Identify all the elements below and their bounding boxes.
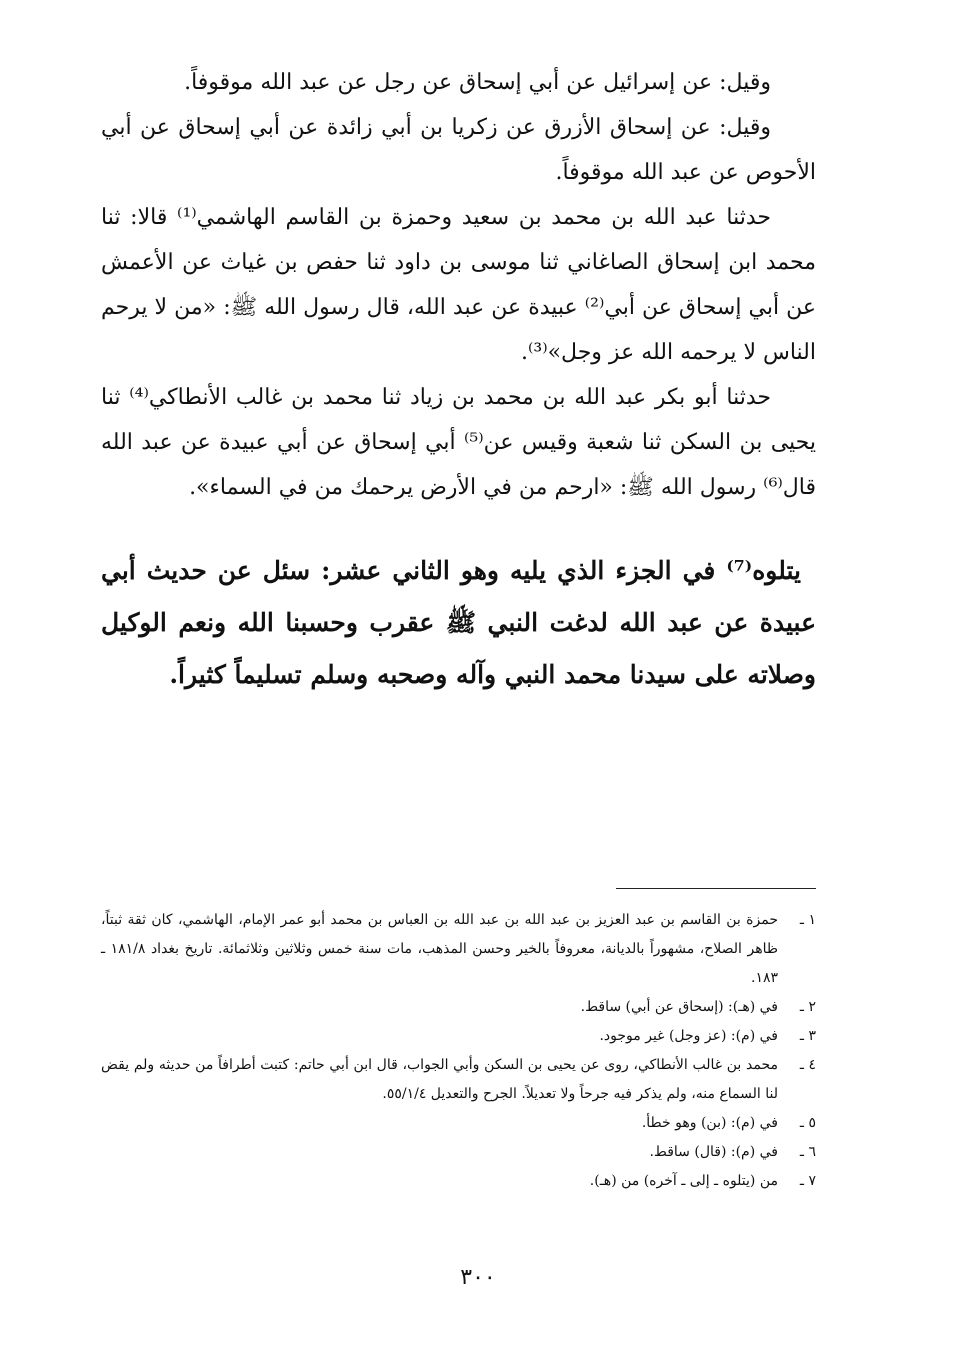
footnote-number: ٤ ـ [799,1057,816,1073]
footnote-number: ٧ ـ [799,1173,816,1189]
footnote-text: محمد بن غالب الأنطاكي، روى عن يحيى بن السكن وأبي الجواب، قال ابن أبي حاتم: كتبت أطرافاً من حديثه ولم يقض لنا السماع منه، ولم يذكر فيه جرحاً ولا تعديلاً. الجرح والتعديل ٥٥/١/٤. [101,1057,778,1102]
closing-paragraph: يتلوه⁽⁷⁾ في الجزء الذي يليه وهو الثاني عشر: سئل عن حديث أبي عبيدة عن عبد الله لدغت النبي ﷺ عقرب وحسبنا الله ونعم الوكيل وصلاته على سيدنا محمد النبي وآله وصحبه وسلم تسليماً كثيراً. [101,556,816,689]
paragraph-3: حدثنا عبد الله بن محمد بن سعيد وحمزة بن القاسم الهاشمي⁽¹⁾ قالا: ثنا محمد ابن إسحاق الصاغاني ثنا موسى بن داود ثنا حفص بن غياث عن الأعمش عن أبي إسحاق عن أبي⁽²⁾ عبيدة عن عبد الله، قال رسول الله ﷺ: «من لا يرحم الناس لا يرحمه الله عز وجل»⁽³⁾. [101,205,816,365]
footnote [101,1138,816,1167]
main-text [101,60,816,510]
footnote [101,993,816,1022]
footnote-text: في (هـ): (إسحاق عن أبي) ساقط. [580,999,778,1015]
footnote [101,906,816,993]
footnote [101,1109,816,1138]
paragraph-1: وقيل: عن إسرائيل عن أبي إسحاق عن رجل عن عبد الله موقوفاً. [184,70,771,95]
footnote-number: ٦ ـ [799,1144,816,1160]
footnote-number: ١ ـ [799,912,816,928]
page-number: ٣٠٠ [460,1265,496,1290]
footnotes [101,906,816,1196]
footnote-text: في (م): (بن) وهو خطأ. [641,1115,778,1131]
footnote [101,1051,816,1109]
paragraph-4: حدثنا أبو بكر عبد الله بن محمد بن زياد ثنا محمد بن غالب الأنطاكي⁽⁴⁾ ثنا يحيى بن السكن ثنا شعبة وقيس عن⁽⁵⁾ أبي إسحاق عن أبي عبيدة عن عبد الله قال⁽⁶⁾ رسول الله ﷺ: «ارحم من في الأرض يرحمك من في السماء». [101,385,816,500]
paragraph-2: وقيل: عن إسحاق الأزرق عن زكريا بن أبي زائدة عن أبي إسحاق عن أبي الأحوص عن عبد الله موقوفاً. [101,115,816,185]
footnote-text: من (يتلوه ـ إلى ـ آخره) من (هـ). [589,1173,778,1189]
footnote-text: في (م): (قال) ساقط. [649,1144,778,1160]
footnote [101,1022,816,1051]
footnote-divider [616,888,816,889]
footnote-number: ٥ ـ [799,1115,816,1131]
footnote [101,1167,816,1196]
footnote-number: ٣ ـ [799,1028,816,1044]
footnote-text: حمزة بن القاسم بن عبد العزيز بن عبد الله بن عبد الله بن العباس بن محمد أبو عمر الإمام، الهاشمي، كان ثقة ثبتاً، ظاهر الصلاح، مشهوراً بالديانة، معروفاً بالخير وحسن المذهب، مات سنة خمس وثلاثين وثلاثمائة. تاريخ بغداد ١٨١/٨ ـ ١٨٣. [101,912,778,986]
footnote-number: ٢ ـ [799,999,816,1015]
footnote-text: في (م): (عز وجل) غير موجود. [599,1028,778,1044]
